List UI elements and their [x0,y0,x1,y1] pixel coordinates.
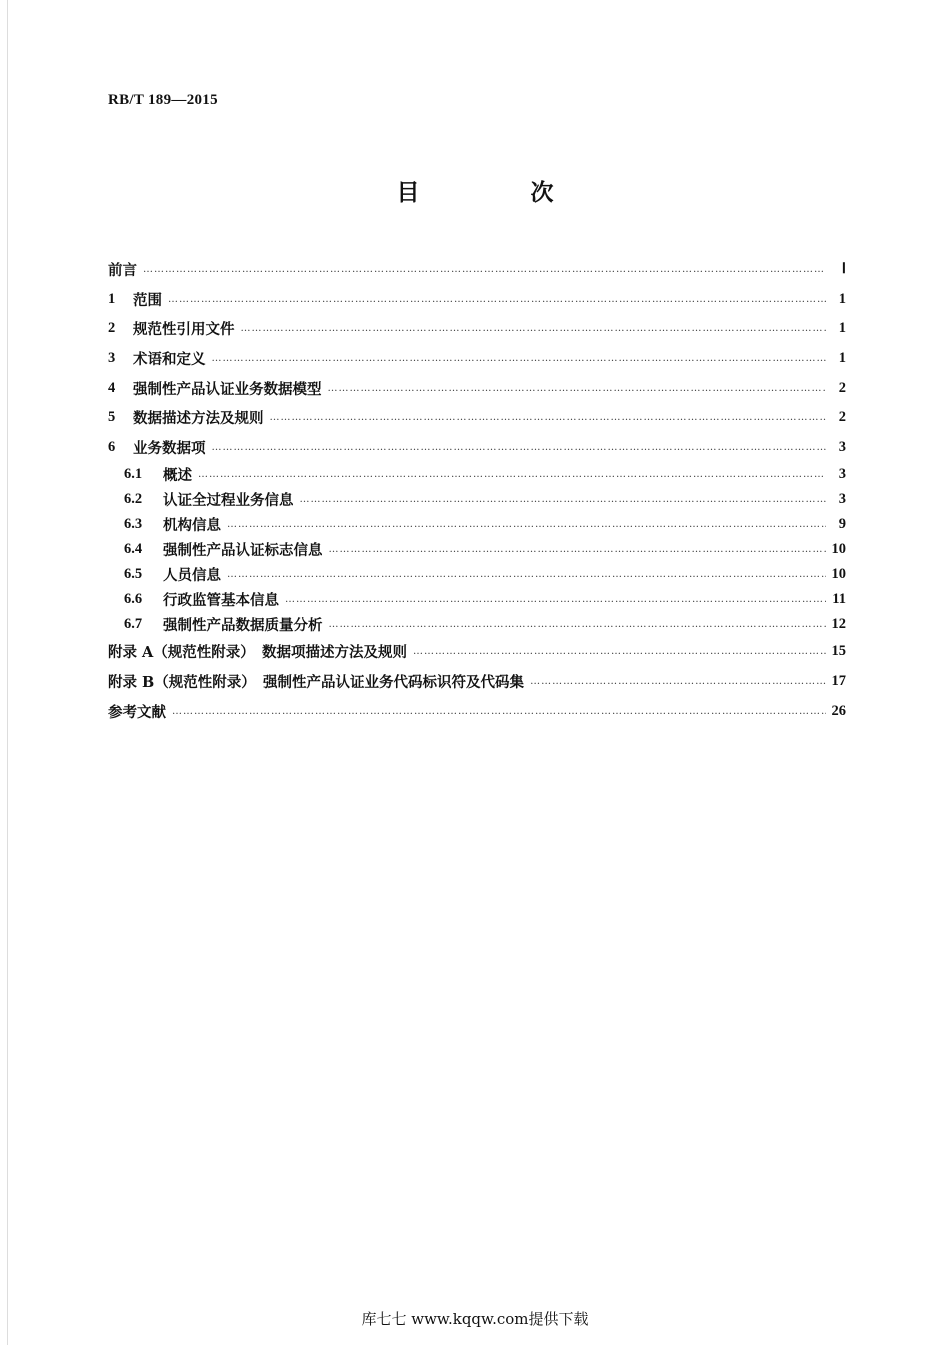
toc-entry-number: 1 [108,290,116,307]
toc-entry-label: 规范性引用文件 [133,321,235,339]
toc-entry[interactable] [108,587,846,612]
toc-entry-number: 6.3 [124,516,143,533]
toc-entry-number: 4 [108,379,116,396]
toc-entry-label: 人员信息 [163,567,221,585]
dot-leader [300,494,827,505]
toc-entry-page: 10 [831,566,846,583]
toc-entry-number: 2 [108,320,116,337]
toc-entry-number: 6.6 [124,591,143,608]
toc-entry-label: 概述 [163,467,192,485]
dot-leader [227,519,826,530]
toc-entry-label: 强制性产品认证标志信息 [163,542,323,560]
dot-leader [143,264,826,275]
dot-leader [168,294,826,305]
toc-entry-label: 认证全过程业务信息 [163,492,294,510]
toc-entry-page: 2 [838,379,846,396]
toc-entry-number: 6 [108,438,116,455]
toc-entry[interactable] [108,462,846,487]
toc-entry-number: 6.4 [124,541,143,558]
dot-leader [285,594,826,605]
toc-entry-label: 数据描述方法及规则 [133,410,264,428]
toc-entry[interactable] [108,696,846,726]
toc-entry-number: 5 [108,409,116,426]
dot-leader [270,412,827,423]
page-title: 目 次 [396,179,598,206]
standard-code: RB/T 189—2015 [108,92,218,108]
toc-entry[interactable] [108,344,846,374]
toc-entry-number: 6.2 [124,491,143,508]
dot-leader [329,619,826,630]
toc-entry-number: 3 [108,350,116,367]
toc-entry-label: 附录 B（规范性附录） 强制性产品认证业务代码标识符及代码集 [108,674,525,692]
dot-leader [227,569,826,580]
dot-leader [212,442,827,453]
toc-entry-page: 9 [838,516,846,533]
toc-entry-page: 11 [832,591,846,608]
toc-entry[interactable] [108,562,846,587]
toc-entry-page: 3 [838,438,846,455]
toc-entry-label: 业务数据项 [133,439,206,457]
toc-entry-label: 强制性产品认证业务数据模型 [133,380,322,398]
toc-entry-page: 10 [831,541,846,558]
toc-entry-label: 术语和定义 [133,351,206,369]
toc-entry-label: 行政监管基本信息 [163,592,279,610]
toc-entry[interactable] [108,637,846,667]
toc-entry-number: 6.5 [124,566,143,583]
toc-entry-label: 范围 [133,291,162,309]
toc-entry-page: 1 [838,350,846,367]
toc-entry[interactable] [108,255,846,285]
toc-entry[interactable] [108,487,846,512]
toc-entry-page: 2 [838,409,846,426]
toc-entry-label: 参考文献 [108,703,166,721]
toc-entry-label: 前言 [108,262,137,280]
toc-entry[interactable] [108,285,846,315]
toc-entry-page: 12 [831,616,846,633]
toc-entry-label: 强制性产品数据质量分析 [163,617,323,635]
toc-entry-label: 机构信息 [163,517,221,535]
toc-entry-page: 3 [838,491,846,508]
table-of-contents [108,255,846,726]
dot-leader [530,676,825,687]
footer-watermark: 库七七 www.kqqw.com提供下载 [361,1310,589,1328]
toc-entry[interactable] [108,667,846,697]
dot-leader [328,383,827,394]
toc-entry[interactable] [108,512,846,537]
toc-entry[interactable] [108,612,846,637]
toc-entry[interactable] [108,314,846,344]
toc-entry-page: 17 [831,673,846,690]
dot-leader [329,544,826,555]
dot-leader [198,469,826,480]
toc-entry-number: 6.7 [124,616,143,633]
dot-leader [172,706,826,717]
toc-entry-page: 1 [838,290,846,307]
dot-leader [241,323,827,334]
dot-leader [413,646,825,657]
toc-entry[interactable] [108,537,846,562]
toc-entry-number: 6.1 [124,466,143,483]
dot-leader [212,353,827,364]
toc-entry-page: 15 [831,643,846,660]
toc-entry-page: Ⅰ [841,261,846,278]
toc-entry[interactable] [108,433,846,463]
toc-entry-label: 附录 A（规范性附录） 数据项描述方法及规则 [108,644,408,662]
toc-entry[interactable] [108,403,846,433]
toc-entry-page: 3 [838,466,846,483]
toc-entry[interactable] [108,373,846,403]
toc-entry-page: 1 [838,320,846,337]
toc-entry-page: 26 [831,702,846,719]
